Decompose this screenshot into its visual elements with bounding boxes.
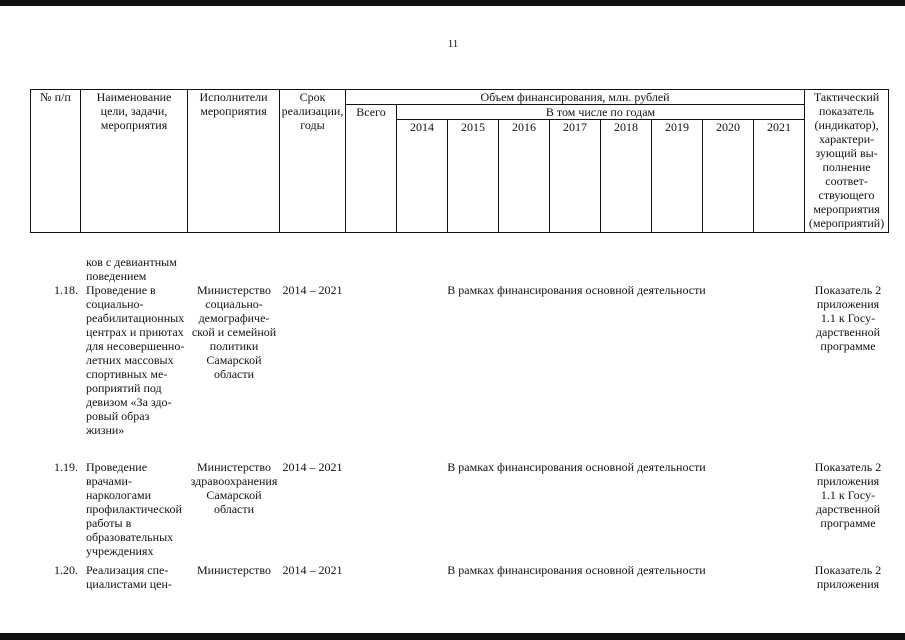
row-term: 2014 – 2021 (282, 283, 343, 297)
header-year: 2015 (448, 120, 499, 233)
header-year: 2018 (601, 120, 652, 233)
continuation-text: ков с девиантным поведением (86, 255, 177, 283)
row-executor: Министерство (197, 563, 271, 577)
header-funding: Объем финансирования, млн. рублей (346, 90, 805, 105)
header-name: Наименование цели, задачи, мероприятия (81, 90, 188, 233)
row-term: 2014 – 2021 (282, 460, 343, 474)
header-year: 2014 (397, 120, 448, 233)
header-total: Всего (346, 105, 397, 233)
row-executor: Министерство социально-демографической и семейной политики Самарской области (191, 283, 277, 381)
header-executors: Исполнители мероприятия (188, 90, 280, 233)
header-year: 2021 (754, 120, 805, 233)
header-num: № п/п (31, 90, 81, 233)
row-name: Реализация специалистами цен- (86, 563, 172, 591)
row-indicator: Показатель 2 приложения (814, 563, 882, 591)
header-year: 2019 (652, 120, 703, 233)
header-year: 2016 (499, 120, 550, 233)
header-by-years: В том числе по годам (397, 105, 805, 120)
row-name: Проведение врачами-наркологами профилактической работы в образовательных учреждениях (86, 460, 182, 558)
row-number: 1.20. (54, 563, 78, 577)
row-indicator: Показатель 2 приложения 1.1 к Государственной программе (814, 460, 882, 530)
row-funding: В рамках финансирования основной деятельности (447, 283, 706, 297)
row-number: 1.19. (54, 460, 78, 474)
row-funding: В рамках финансирования основной деятельности (447, 460, 706, 474)
bottom-edge (0, 633, 905, 640)
row-term: 2014 – 2021 (282, 563, 343, 577)
page-number: 11 (447, 38, 459, 50)
row-funding: В рамках финансирования основной деятельности (447, 563, 706, 577)
row-executor: Министерство здравоохранения Самарской области (190, 460, 278, 516)
row-number: 1.18. (54, 283, 78, 297)
header-indicator: Тактический показатель (индикатор), характеризующий выполнение соответствующего мероприятия (мероприятий) (805, 90, 889, 233)
row-name: Проведение в социально-реабилитационных центрах и приютах для несовершеннолетних массовых спортивных мероприятий под девизом «За здоровый образ жизни» (86, 283, 185, 437)
row-indicator: Показатель 2 приложения 1.1 к Государственной программе (814, 283, 882, 353)
header-year: 2020 (703, 120, 754, 233)
header-table (30, 89, 889, 233)
top-edge (0, 0, 905, 6)
header-year: 2017 (550, 120, 601, 233)
header-term: Срок реализации, годы (280, 90, 346, 233)
